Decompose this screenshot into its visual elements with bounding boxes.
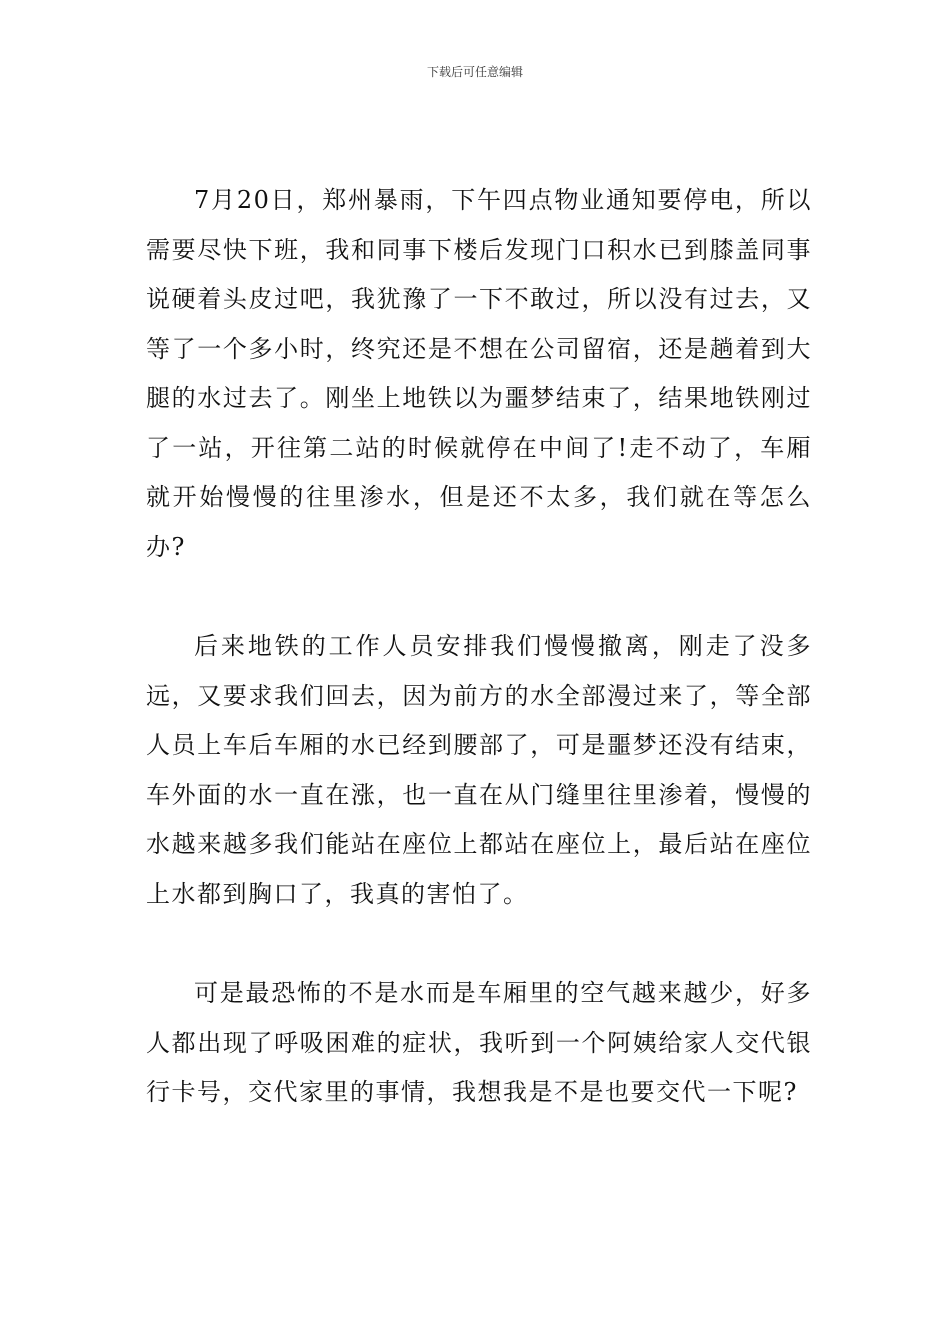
paragraph-1: 7月20日，郑州暴雨，下午四点物业通知要停电，所以需要尽快下班，我和同事下楼后发现门口积水已到膝盖同事说硬着头皮过吧，我犹豫了一下不敢过，所以没有过去，又等了一个多小时，终究还是不想在公司留宿，还是趟着到大腿的水过去了。刚坐上地铁以为噩梦结束了，结果地铁刚过了一站，开往第二站的时候就停在中间了!走不动了，车厢就开始慢慢的往里渗水，但是还不太多，我们就在等怎么办? [146,186,812,561]
page-header: 下载后可任意编辑 [426,65,523,79]
document-body [146,176,812,1168]
paragraph-2: 后来地铁的工作人员安排我们慢慢撤离，刚走了没多远，又要求我们回去，因为前方的水全部漫过来了，等全部人员上车后车厢的水已经到腰部了，可是噩梦还没有结束，车外面的水一直在涨，也一直在从门缝里往里渗着，慢慢的水越来越多我们能站在座位上都站在座位上，最后站在座位上水都到胸口了，我真的害怕了。 [146,632,812,908]
paragraph-3: 可是最恐怖的不是水而是车厢里的空气越来越少，好多人都出现了呼吸困难的症状，我听到一个阿姨给家人交代银行卡号，交代家里的事情，我想我是不是也要交代一下呢? [146,979,812,1106]
